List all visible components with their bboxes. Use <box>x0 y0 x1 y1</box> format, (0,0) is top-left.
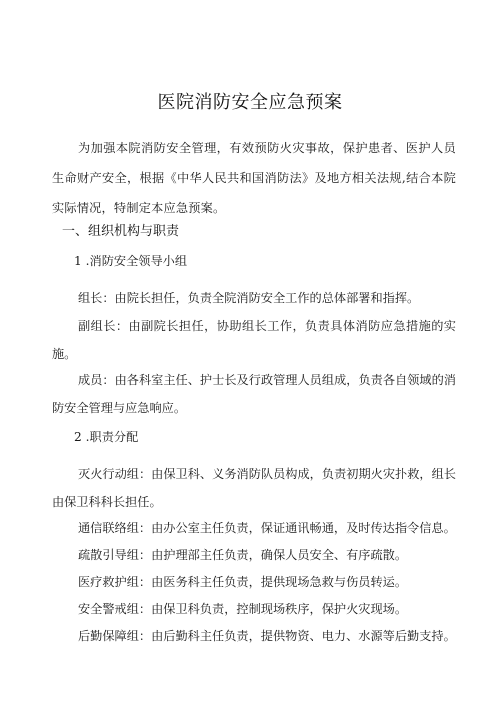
evacuation-team-line: 疏散引导组：由护理部主任负责，确保人员安全、有序疏散。 <box>78 548 408 562</box>
subheading-leadership-group: 1 .消防安全领导小组 <box>74 254 188 268</box>
firefighting-team-paragraph: 灭火行动组：由保卫科、义务消防队员构成，负责初期火灾扑救，组长由保卫科科长担任。 <box>52 467 456 509</box>
leader-line: 组长：由院长担任，负责全院消防安全工作的总体部署和指挥。 <box>78 291 420 305</box>
intro-paragraph: 为加强本院消防安全管理，有效预防火灾事故，保护患者、医护人员生命财产安全，根据《中华人民共和国消防法》及地方相关法规,结合本院实际情况，特制定本应急预案。 <box>52 141 456 215</box>
communication-team-line: 通信联络组：由办公室主任负责，保证通讯畅通，及时传达指令信息。 <box>78 521 456 535</box>
members-paragraph: 成员：由各科室主任、护士长及行政管理人员组成，负责各自领域的消防安全管理与应急响应。 <box>52 373 456 415</box>
logistics-team-line: 后勤保障组：由后勤科主任负责，提供物资、电力、水源等后勤支持。 <box>78 629 456 643</box>
section-heading-organization: 一、组织机构与职责 <box>62 224 180 239</box>
subheading-responsibilities: 2 .职责分配 <box>74 430 139 444</box>
medical-team-line: 医疗救护组：由医务科主任负责，提供现场急救与伤员转运。 <box>78 575 408 589</box>
page-title: 医院消防安全应急预案 <box>157 92 343 113</box>
deputy-paragraph: 副组长：由副院长担任，协助组长工作，负责具体消防应急措施的实施。 <box>52 319 456 361</box>
security-team-line: 安全警戒组：由保卫科负责，控制现场秩序，保护火灾现场。 <box>78 602 408 616</box>
